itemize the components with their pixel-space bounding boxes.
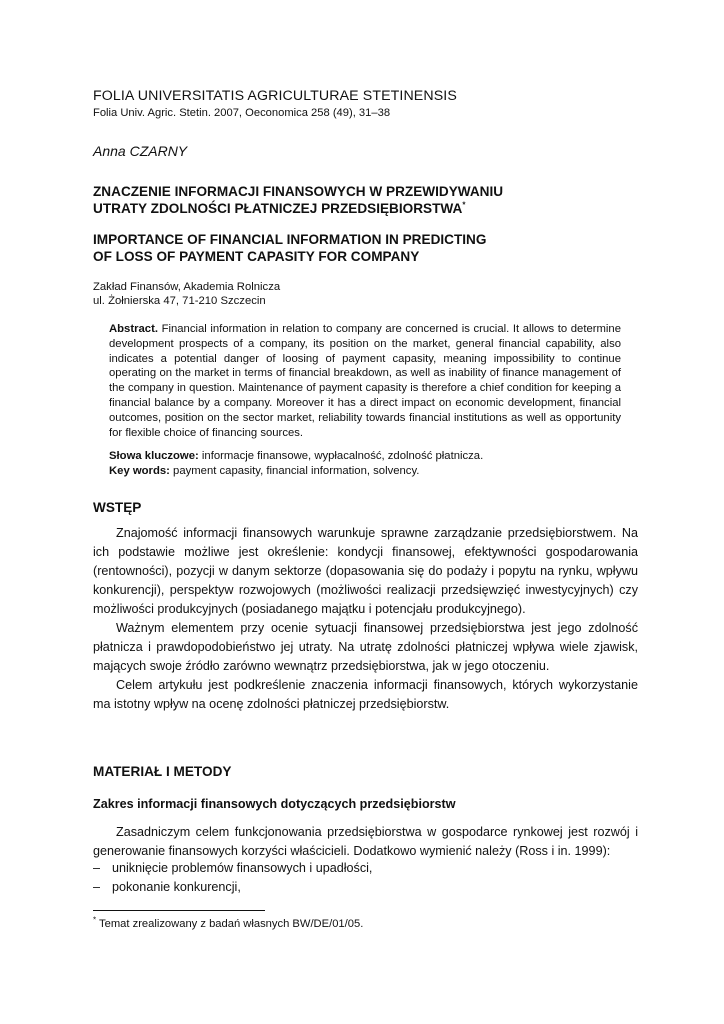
journal-name: FOLIA UNIVERSITATIS AGRICULTURAE STETINENSIS <box>93 88 457 104</box>
dash-bullet: – <box>93 861 101 875</box>
title-polish-line-2 <box>93 200 653 217</box>
list-item-text: uniknięcie problemów finansowych i upadłości, <box>112 861 373 875</box>
list-item <box>93 859 372 878</box>
title-english-line-2: OF LOSS OF PAYMENT CAPASITY FOR COMPANY <box>93 249 420 264</box>
section-body-wstep <box>93 524 638 714</box>
paragraph: Ważnym elementem przy ocenie sytuacji finansowej przedsiębiorstwa jest jego zdolność płatnicza i prawdopodobieństwo jej utraty. Na utratę zdolności płatniczej wpływa wiele zjawisk, mających swoje źródło zarówno wewnątrz przedsiębiorstwa, jak w jego otoczeniu. <box>93 621 638 673</box>
keywords-polish <box>109 449 621 464</box>
bullet-list <box>93 859 372 897</box>
list-item <box>93 878 372 897</box>
title-english <box>93 231 653 265</box>
list-item-text: pokonanie konkurencji, <box>112 880 241 894</box>
keywords <box>109 449 621 479</box>
paragraph: Znajomość informacji finansowych warunkuje sprawne zarządzanie przedsiębiorstwem. Na ich podstawie możliwe jest określenie: kondycji finansowej, efektywności gospodarowania (rentowności), pozycji w danym sektorze (dopasowania się do podaży i popytu na rynku, wpływu konkurencji), perspektyw rozwojowych (możliwości realizacji przedsięwzięć inwestycyjnych) czy możliwości produkcyjnych (posiadanego majątku i potencjału produkcyjnego). <box>93 526 638 616</box>
keywords-english-text: payment capasity, financial information, solvency. <box>173 464 420 477</box>
title-footnote-mark: * <box>462 200 466 210</box>
paragraph: Zasadniczym celem funkcjonowania przedsiębiorstwa w gospodarce rynkowej jest rozwój i generowanie finansowych korzyści właścicieli. Dodatkowo wymienić należy (Ross i in. 1999): <box>93 825 638 858</box>
title-english-line-1: IMPORTANCE OF FINANCIAL INFORMATION IN PREDICTING <box>93 232 487 247</box>
affiliation-address: ul. Żołnierska 47, 71-210 Szczecin <box>93 295 266 307</box>
title-polish <box>93 183 653 217</box>
title-polish-line-1: ZNACZENIE INFORMACJI FINANSOWYCH W PRZEWIDYWANIU <box>93 184 504 199</box>
abstract-label: Abstract. <box>109 323 158 335</box>
keywords-english <box>109 464 621 479</box>
abstract <box>109 322 621 440</box>
keywords-polish-label: Słowa kluczowe: <box>109 450 199 462</box>
keywords-english-label: Key words: <box>109 464 170 477</box>
footnote-text: Temat zrealizowany z badań własnych BW/DE/01/05. <box>99 918 364 930</box>
affiliation <box>93 280 280 308</box>
footnote-mark: * <box>93 915 97 925</box>
affiliation-institution: Zakład Finansów, Akademia Rolnicza <box>93 281 281 293</box>
title-polish-line-2-text: UTRATY ZDOLNOŚCI PŁATNICZEJ PRZEDSIĘBIORSTWA <box>93 201 463 216</box>
subsection-heading: Zakres informacji finansowych dotyczących przedsiębiorstw <box>93 797 456 811</box>
section-heading-material: MATERIAŁ I METODY <box>93 764 232 779</box>
paragraph: Celem artykułu jest podkreślenie znaczenia informacji finansowych, których wykorzystanie ma istotny wpływ na ocenę zdolności płatniczej przedsiębiorstw. <box>93 678 638 711</box>
journal-citation: Folia Univ. Agric. Stetin. 2007, Oeconomica 258 (49), 31–38 <box>93 107 391 119</box>
footnote <box>93 915 364 930</box>
section-body-material <box>93 823 638 861</box>
dash-bullet: – <box>93 880 101 894</box>
footnote-divider <box>93 910 265 911</box>
keywords-polish-text: informacje finansowe, wypłacalność, zdolność płatnicza. <box>201 450 484 462</box>
author-name: Anna CZARNY <box>93 143 188 159</box>
section-heading-wstep: WSTĘP <box>93 500 142 515</box>
abstract-text: Financial information in relation to company are concerned is crucial. It allows to determine development prospects of a company, its position on the market, general financial capability, also indicates a potential danger of loosing of payment capasity, meaning impossibility to continue operating on the market in terms of financial breakdown, as well as inability of finance management of the company in question. Maintenance of payment capasity is therefore a chief condition for keeping a financial balance by a company. Moreover it has a direct impact on economic development, financial outcomes, position on the sector market, reliability towards financial institutions as well as opportunity for flexible choice of financing sources. <box>109 323 621 439</box>
